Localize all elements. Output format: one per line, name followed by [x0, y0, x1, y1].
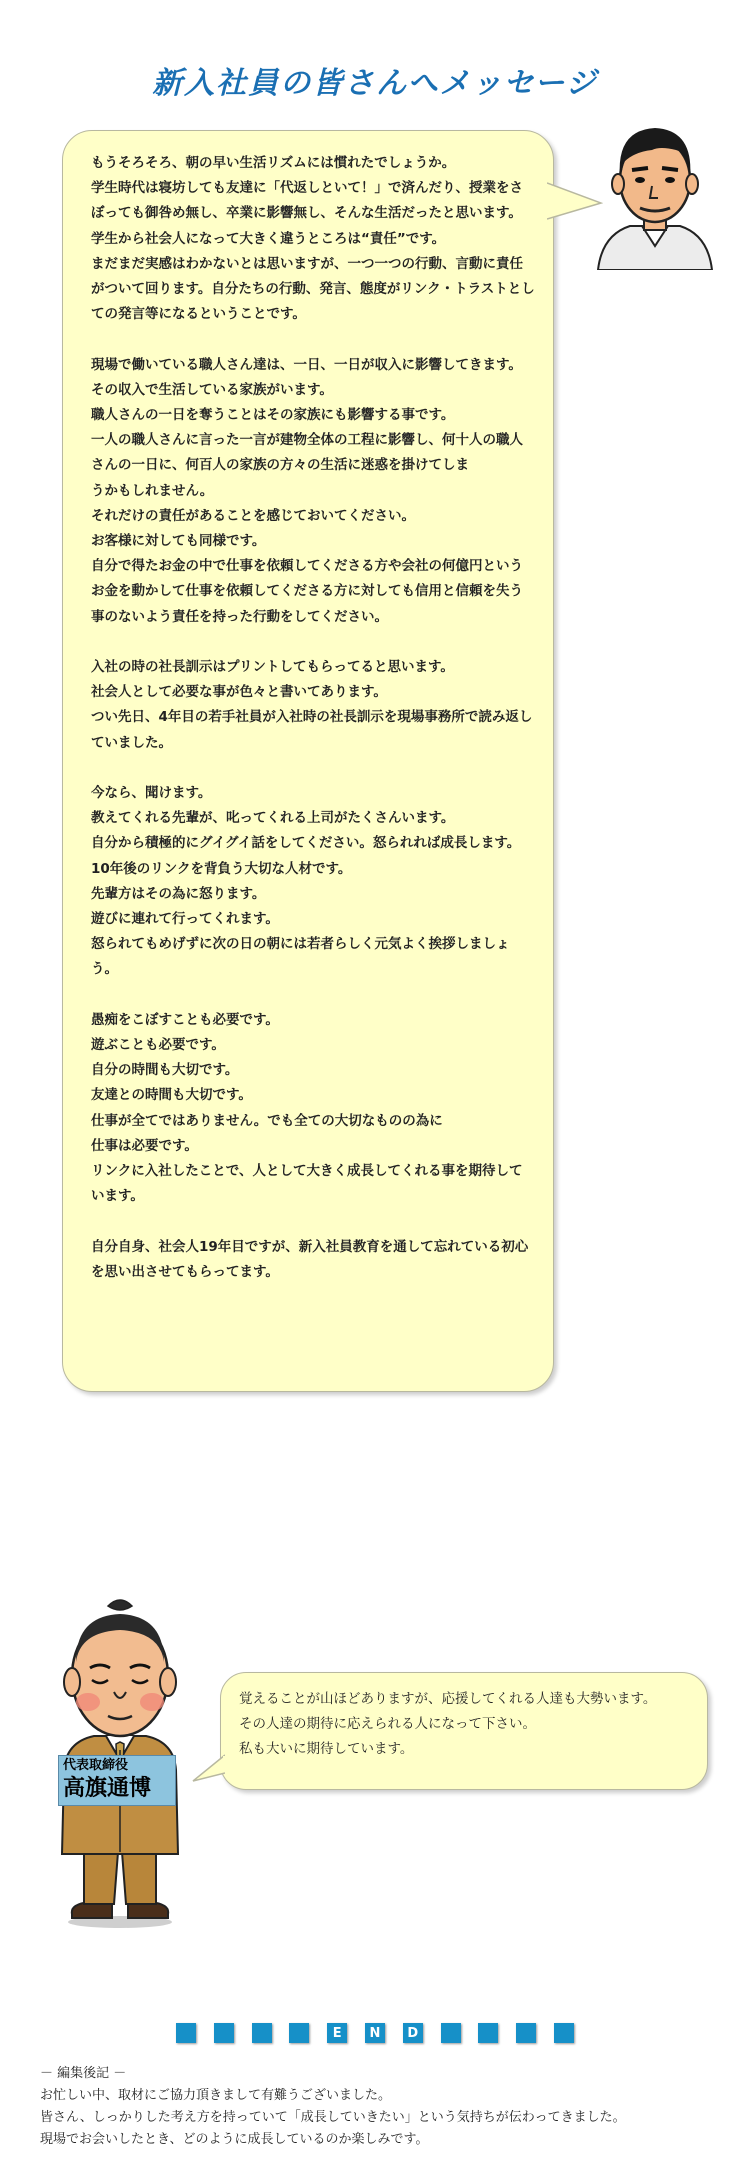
message-line: まだまだ実感はわかないとは思いますが、一つ一つの行動、言動に責任がついて回ります。自分たちの行動、発言、態度がリンク・トラストとしての発言等になるということです。	[91, 255, 535, 323]
message-line: 今なら、聞けます。	[91, 785, 212, 802]
message-line: 遊びに連れて行ってくれます。	[91, 911, 279, 928]
end-square	[516, 2023, 536, 2043]
ceo-message-line: 私も大いに期待しています。	[239, 1741, 414, 1757]
message-line: うかもしれません。	[91, 482, 214, 499]
message-line: 現場で働いている職人さん達は、一日、一日が収入に影響してきます。その収入で生活している家族がいます。	[91, 356, 522, 398]
end-square	[441, 2023, 461, 2043]
bubble-tail-icon	[547, 179, 603, 229]
message-line: 愚痴をこぼすことも必要です。	[91, 1011, 279, 1028]
message-line: 学生時代は寝坊しても友達に「代返しといて！」で済んだり、授業をさぼっても御咎め無し、卒業に影響無し、そんな生活だったと思います。	[91, 180, 523, 222]
end-square	[214, 2023, 234, 2043]
end-square	[289, 2023, 309, 2043]
postscript-line: 皆さん、しっかりした考え方を持っていて「成長していきたい」という気持ちが伝わってきました。	[40, 2110, 626, 2125]
ceo-message-line: 覚えることが山ほどありますが、応援してくれる人達も大勢います。	[239, 1691, 657, 1707]
message-line: 仕事は必要です。	[91, 1137, 198, 1154]
end-square	[252, 2023, 272, 2043]
message-line: 仕事が全てではありません。でも全ての大切なものの為に	[91, 1112, 443, 1129]
message-line: 自分の時間も大切です。	[91, 1062, 239, 1079]
postscript-heading: － 編集後記 －	[40, 2066, 127, 2081]
bubble-tail-icon	[191, 1753, 225, 1783]
message-line: 一人の職人さんに言った一言が建物全体の工程に影響し、何十人の職人さんの一日に、何百人の家族の方々の生活に迷惑を掛けてしま	[91, 432, 523, 474]
ceo-message-text	[239, 1687, 693, 1762]
message-line: 教えてくれる先輩が、叱ってくれる上司がたくさんいます。	[91, 810, 455, 827]
end-square	[176, 2023, 196, 2043]
writer-avatar	[590, 100, 720, 270]
message-line: 自分自身、社会人19年目ですが、新入社員教育を通して忘れている初心を思い出させてもらってます。	[91, 1238, 529, 1280]
postscript-line: 現場でお会いしたとき、どのように成長しているのか楽しみです。	[40, 2132, 429, 2147]
postscript-line: お忙しい中、取材にご協力頂きまして有難うございました。	[40, 2088, 392, 2103]
message-line: 自分で得たお金の中で仕事を依頼してくださる方や会社の何億円というお金を動かして仕事を依頼してくださる方に対しても信用と信頼を失う事のないよう責任を持った行動をしてください。	[91, 558, 523, 625]
message-line: 遊ぶことも必要です。	[91, 1037, 225, 1054]
page-title: 新入社員の皆さんへメッセージ	[152, 66, 598, 101]
message-line: 社会人として必要な事が色々と書いてあります。	[91, 684, 387, 701]
ceo-message-bubble	[220, 1672, 708, 1790]
end-letter-e: E	[327, 2023, 347, 2043]
message-line: もうそろそろ、朝の早い生活リズムには慣れたでしょうか。	[91, 155, 456, 171]
ceo-message-line: その人達の期待に応えられる人になって下さい。	[239, 1716, 536, 1732]
message-line: お客様に対しても同様です。	[91, 533, 266, 550]
end-marker	[176, 2023, 574, 2045]
message-line: 先輩方はその為に怒ります。	[91, 885, 266, 902]
ceo-role: 代表取締役	[63, 1758, 129, 1773]
main-message-text	[91, 151, 535, 1285]
editor-postscript	[40, 2063, 730, 2151]
message-line: それだけの責任があることを感じておいてください。	[91, 507, 415, 524]
end-letter-d: D	[403, 2023, 423, 2043]
main-message-bubble	[62, 130, 554, 1392]
message-line: 怒られてもめげずに次の日の朝には若者らしく元気よく挨拶しましょう。	[91, 936, 510, 978]
end-letter-n: N	[365, 2023, 385, 2043]
message-line: 学生から社会人になって大きく違うところは“責任”です。	[91, 230, 446, 247]
end-square	[554, 2023, 574, 2043]
message-line: 10年後のリンクを背負う大切な人材です。	[91, 860, 352, 877]
message-line: 職人さんの一日を奪うことはその家族にも影響する事です。	[91, 407, 455, 424]
end-square	[478, 2023, 498, 2043]
message-line: リンクに入社したことで、人として大きく成長してくれる事を期待しています。	[91, 1163, 523, 1205]
message-line: 入社の時の社長訓示はプリントしてもらってると思います。	[91, 659, 454, 676]
message-line: 友達との時間も大切です。	[91, 1087, 252, 1104]
message-line: つい先日、4年目の若手社員が入社時の社長訓示を現場事務所で読み返していました。	[91, 709, 533, 751]
ceo-nameplate	[58, 1755, 176, 1806]
ceo-name: 高旗通博	[63, 1775, 152, 1801]
message-line: 自分から積極的にグイグイ話をしてください。怒られれば成長します。	[91, 835, 521, 852]
